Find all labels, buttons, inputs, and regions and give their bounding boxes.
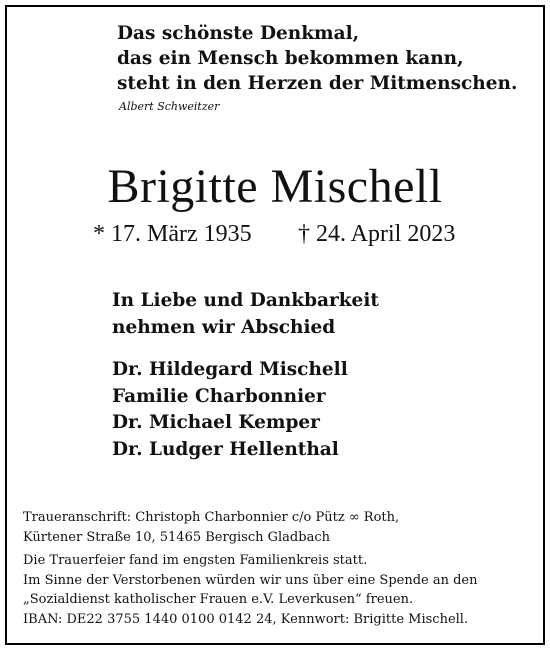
- mourner-name: Dr. Hildegard Mischell: [112, 359, 348, 380]
- notice-line: Die Trauerfeier fand im engsten Familienkreis statt.: [23, 553, 368, 568]
- quote-line: das ein Mensch bekommen kann,: [117, 48, 464, 69]
- mourning-address-line: Traueranschrift: Christoph Charbonnier c/o Pütz ∞ Roth,: [23, 510, 400, 525]
- mourners-list: [112, 357, 348, 463]
- birth-date: * 17. März 1935: [93, 221, 252, 247]
- quote-line: Das schönste Denkmal,: [117, 23, 360, 44]
- obituary-notice: [5, 5, 545, 645]
- death-date: † 24. April 2023: [298, 221, 456, 247]
- memorial-quote: [117, 21, 517, 113]
- info-block: [23, 508, 478, 629]
- farewell-line: nehmen wir Abschied: [112, 317, 336, 338]
- quote-author: Albert Schweitzer: [119, 100, 220, 113]
- farewell-text: [112, 287, 379, 341]
- deceased-name: Brigitte Mischell: [107, 160, 443, 213]
- donation-line: IBAN: DE22 3755 1440 0100 0142 24, Kennwort: Brigitte Mischell.: [23, 611, 469, 627]
- notice-line: „Sozialdienst katholischer Frauen e.V. Leverkusen“ freuen.: [23, 592, 414, 607]
- mourning-address-line: Kürtener Straße 10, 51465 Bergisch Gladbach: [23, 529, 330, 545]
- notice-line: Im Sinne der Verstorbenen würden wir uns über eine Spende an den: [23, 572, 478, 588]
- mourner-name: Dr. Michael Kemper: [112, 412, 320, 433]
- mourner-name: Familie Charbonnier: [112, 385, 326, 407]
- mourner-name: Dr. Ludger Hellenthal: [112, 438, 339, 460]
- farewell-line: In Liebe und Dankbarkeit: [112, 290, 379, 311]
- quote-line: steht in den Herzen der Mitmenschen.: [117, 73, 518, 94]
